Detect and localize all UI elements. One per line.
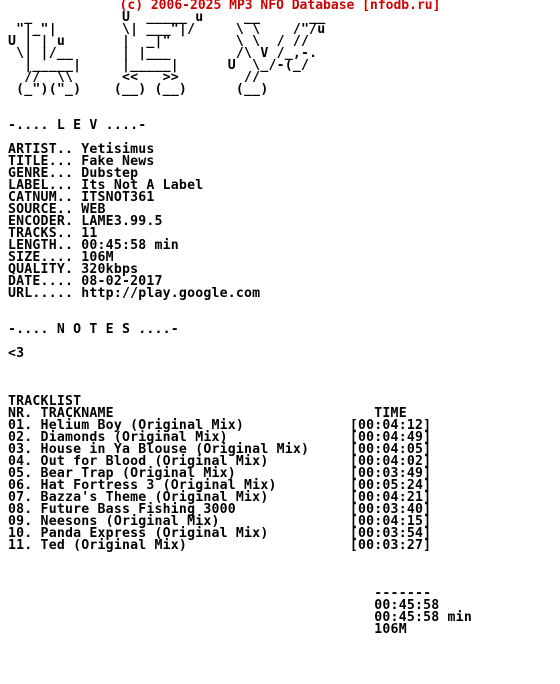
nfo-line: URL..... http://play.google.com xyxy=(8,286,261,301)
nfo-line: SIZE.... 106M xyxy=(8,250,114,265)
nfo-line: 02. Diamonds (Original Mix) [00:04:49] xyxy=(8,430,432,445)
ascii-art-line: |_____| |_____| U \_/-(_/ xyxy=(8,58,310,73)
nfo-line xyxy=(8,564,472,576)
nfo-line xyxy=(8,96,472,108)
nfo-line xyxy=(8,372,472,384)
nfo-line xyxy=(8,336,472,348)
nfo-line: LABEL... Its Not A Label xyxy=(8,178,204,193)
nfo-line: TRACKS.. 11 xyxy=(8,226,98,241)
nfo-line xyxy=(8,552,472,564)
nfo-line: TRACKLIST xyxy=(8,394,82,409)
nfo-line: 11. Ted (Original Mix) [00:03:27] xyxy=(8,538,432,553)
nfo-line: ENCODER. LAME3.99.5 xyxy=(8,214,163,229)
nfo-text xyxy=(8,12,472,636)
nfo-line xyxy=(8,300,472,312)
nfo-line: 03. House in Ya Blouse (Original Mix) [00:04:05] xyxy=(8,442,432,457)
ascii-art-line: \| |/__ | |___ /\ V /_,-. xyxy=(8,46,318,61)
nfo-line: 05. Bear Trap (Original Mix) [00:03:49] xyxy=(8,466,432,481)
nfo-line: ------- xyxy=(8,586,432,601)
nfo-line: 04. Out for Blood (Original Mix) [00:04:02] xyxy=(8,454,432,469)
nfo-line: SOURCE.. WEB xyxy=(8,202,106,217)
nfo-line: -.... L E V ....- xyxy=(8,118,147,133)
nfo-line: GENRE... Dubstep xyxy=(8,166,139,181)
nfo-line: LENGTH.. 00:45:58 min xyxy=(8,238,179,253)
nfo-line: 10. Panda Express (Original Mix) [00:03:54] xyxy=(8,526,432,541)
nfo-line: 00:45:58 xyxy=(8,598,440,613)
nfo-line: TITLE... Fake News xyxy=(8,154,155,169)
nfo-line: DATE.... 08-02-2017 xyxy=(8,274,163,289)
nfo-line: <3 xyxy=(8,346,25,361)
ascii-art-line: // \\ << >> // xyxy=(8,70,261,85)
ascii-art-line: _ U _____ u __ __ xyxy=(8,10,326,25)
nfo-line xyxy=(8,360,472,372)
site-header: (c) 2006-2025 MP3 NFO Database [nfodb.ru] xyxy=(119,0,441,13)
nfo-line: 06. Hat Fortress 3 (Original Mix) [00:05:24] xyxy=(8,478,432,493)
ascii-art-line: (_")("_) (__) (__) (__) xyxy=(8,82,269,97)
ascii-art-line: U | | u | _|" \ \ / // xyxy=(8,34,310,49)
nfo-line: 106M xyxy=(8,622,407,637)
nfo-line: NR. TRACKNAME TIME xyxy=(8,406,407,421)
nfo-line: 01. Helium Boy (Original Mix) [00:04:12] xyxy=(8,418,432,433)
ascii-art-line: "|_"| \| ___"|/ \ \ /"/u xyxy=(8,22,326,37)
nfo-line: 00:45:58 min xyxy=(8,610,472,625)
nfo-line: 09. Neesons (Original Mix) [00:04:15] xyxy=(8,514,432,529)
nfo-line: -.... N O T E S ....- xyxy=(8,322,179,337)
nfo-line: CATNUM.. ITSNOT361 xyxy=(8,190,155,205)
nfo-line: ARTIST.. Yetisimus xyxy=(8,142,155,157)
nfo-line: 08. Future Bass Fishing 3000 [00:03:40] xyxy=(8,502,432,517)
nfo-line: 07. Bazza's Theme (Original Mix) [00:04:21] xyxy=(8,490,432,505)
nfo-line: QUALITY. 320kbps xyxy=(8,262,139,277)
